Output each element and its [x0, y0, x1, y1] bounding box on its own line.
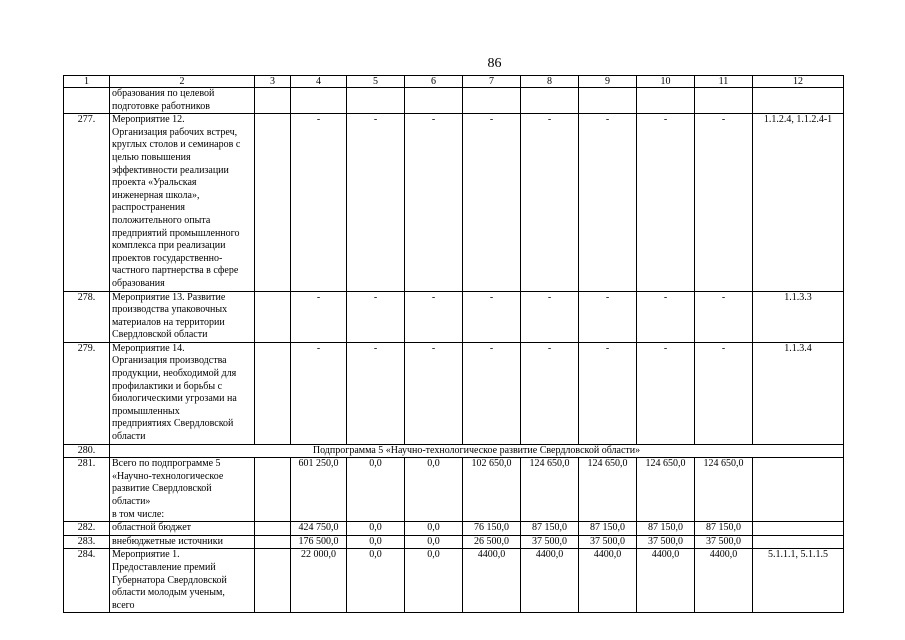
value-cell: -: [405, 291, 463, 342]
value-cell: 37 500,0: [695, 535, 753, 549]
empty-cell: [255, 535, 291, 549]
value-cell: [579, 88, 637, 114]
description-line: Организация производства: [112, 355, 227, 367]
row-description: [110, 535, 255, 549]
description-line: материалов на территории: [112, 316, 225, 328]
description-line: подготовке работников: [112, 100, 210, 112]
description-line: круглых столов и семинаров с: [112, 139, 241, 151]
value-cell: -: [579, 291, 637, 342]
budget-table: [63, 75, 844, 613]
table-row: [64, 88, 844, 114]
row-number: 278.: [64, 291, 110, 342]
description-line: промышленных: [112, 405, 180, 417]
column-header: 3: [255, 76, 291, 88]
page-number: 86: [487, 56, 502, 71]
row-number: 281.: [64, 458, 110, 522]
value-cell: 4400,0: [579, 549, 637, 613]
row-number: 279.: [64, 342, 110, 444]
description-line: комплекса при реализации: [112, 240, 226, 252]
description-line: проектов государственно-: [112, 252, 223, 264]
column-header: 12: [753, 76, 844, 88]
description-line: целью повышения: [112, 151, 191, 163]
column-header: 2: [110, 76, 255, 88]
value-cell: 0,0: [405, 549, 463, 613]
description-line: Предоставление премий: [112, 561, 216, 573]
description-line: всего: [112, 599, 135, 611]
column-header: 5: [347, 76, 405, 88]
column-header: 6: [405, 76, 463, 88]
description-line: области»: [112, 496, 151, 507]
value-cell: -: [637, 342, 695, 444]
value-cell: 87 150,0: [695, 522, 753, 536]
value-cell: -: [695, 114, 753, 291]
value-cell: 37 500,0: [637, 535, 695, 549]
description-line: Свердловской области: [112, 329, 208, 341]
row-description: [110, 522, 255, 536]
section-row: [64, 444, 844, 458]
value-cell: -: [347, 342, 405, 444]
value-cell: -: [695, 291, 753, 342]
row-number: 277.: [64, 114, 110, 291]
value-cell: -: [463, 342, 521, 444]
value-cell: 0,0: [347, 522, 405, 536]
value-cell: 0,0: [347, 458, 405, 522]
target-code: 1.1.3.3: [753, 291, 844, 342]
value-cell: -: [579, 342, 637, 444]
value-cell: -: [637, 114, 695, 291]
description-line: Мероприятие 14.: [112, 342, 185, 354]
value-cell: 37 500,0: [521, 535, 579, 549]
value-cell: -: [695, 342, 753, 444]
description-line: образования: [112, 277, 165, 289]
column-header: 11: [695, 76, 753, 88]
value-cell: 102 650,0: [463, 458, 521, 522]
row-description: [110, 458, 255, 522]
row-number: [64, 88, 110, 114]
value-cell: -: [463, 291, 521, 342]
value-cell: 0,0: [347, 535, 405, 549]
empty-cell: [255, 549, 291, 613]
empty-cell: [255, 114, 291, 291]
table-row: [64, 549, 844, 613]
value-cell: -: [291, 342, 347, 444]
column-header: 1: [64, 76, 110, 88]
description-line: распространения: [112, 202, 185, 214]
value-cell: 4400,0: [463, 549, 521, 613]
value-cell: 37 500,0: [579, 535, 637, 549]
value-cell: 0,0: [347, 549, 405, 613]
description-line: «Научно-технологическое: [112, 470, 224, 482]
target-code: 1.1.2.4, 1.1.2.4-1: [753, 114, 844, 291]
description-line: Всего по подпрограмме 5: [112, 458, 221, 470]
row-description: [110, 291, 255, 342]
value-cell: 4400,0: [521, 549, 579, 613]
description-line: частного партнерства в сфере: [112, 265, 239, 277]
target-code: [753, 458, 844, 522]
value-cell: [347, 88, 405, 114]
table-row: [64, 291, 844, 342]
value-cell: 0,0: [405, 535, 463, 549]
description-line: внебюджетные источники: [112, 535, 223, 547]
description-line: предприятиях Свердловской: [112, 418, 234, 430]
description-line: образования по целевой: [112, 88, 215, 99]
description-line: в том числе:: [112, 508, 165, 520]
row-description: [110, 114, 255, 291]
value-cell: [695, 88, 753, 114]
description-line: проекта «Уральская: [112, 177, 197, 189]
description-line: Мероприятие 13. Развитие: [112, 291, 226, 303]
value-cell: 124 650,0: [637, 458, 695, 522]
row-description: [110, 88, 255, 114]
table-row: [64, 458, 844, 522]
column-header: 4: [291, 76, 347, 88]
section-title: Подпрограмма 5 «Научно-технологическое развитие Свердловской области»: [110, 444, 844, 458]
description-line: области молодым ученым,: [112, 587, 225, 599]
column-header: 8: [521, 76, 579, 88]
target-code: 5.1.1.1, 5.1.1.5: [753, 549, 844, 613]
value-cell: -: [347, 291, 405, 342]
value-cell: [637, 88, 695, 114]
value-cell: 4400,0: [637, 549, 695, 613]
value-cell: -: [347, 114, 405, 291]
description-line: профилактики и борьбы с: [112, 380, 223, 392]
value-cell: -: [405, 342, 463, 444]
value-cell: [291, 88, 347, 114]
empty-cell: [255, 458, 291, 522]
row-description: [110, 549, 255, 613]
description-line: биологическими угрозами на: [112, 393, 237, 405]
value-cell: -: [463, 114, 521, 291]
value-cell: [521, 88, 579, 114]
value-cell: 4400,0: [695, 549, 753, 613]
value-cell: 601 250,0: [291, 458, 347, 522]
target-code: [753, 88, 844, 114]
column-header: 10: [637, 76, 695, 88]
description-line: инженерная школа»,: [112, 189, 200, 201]
value-cell: -: [291, 291, 347, 342]
description-line: развитие Свердловской: [112, 483, 212, 495]
description-line: предприятий промышленного: [112, 227, 240, 239]
target-code: [753, 535, 844, 549]
value-cell: 22 000,0: [291, 549, 347, 613]
value-cell: -: [579, 114, 637, 291]
value-cell: 124 650,0: [521, 458, 579, 522]
description-line: производства упаковочных: [112, 304, 228, 316]
value-cell: 76 150,0: [463, 522, 521, 536]
table-row: [64, 342, 844, 444]
value-cell: -: [291, 114, 347, 291]
row-number: 284.: [64, 549, 110, 613]
table-row: [64, 114, 844, 291]
empty-cell: [255, 88, 291, 114]
value-cell: [405, 88, 463, 114]
value-cell: 87 150,0: [579, 522, 637, 536]
empty-cell: [255, 342, 291, 444]
row-number: 283.: [64, 535, 110, 549]
description-line: Мероприятие 12.: [112, 114, 185, 126]
value-cell: -: [521, 342, 579, 444]
target-code: [753, 522, 844, 536]
description-line: эффективности реализации: [112, 164, 229, 176]
table-row: [64, 535, 844, 549]
value-cell: 124 650,0: [579, 458, 637, 522]
description-line: области: [112, 431, 146, 443]
value-cell: 26 500,0: [463, 535, 521, 549]
description-line: Мероприятие 1.: [112, 549, 180, 561]
header-row: [64, 76, 844, 88]
empty-cell: [255, 291, 291, 342]
value-cell: 87 150,0: [521, 522, 579, 536]
row-number: 282.: [64, 522, 110, 536]
description-line: Губернатора Свердловской: [112, 574, 227, 586]
value-cell: -: [405, 114, 463, 291]
column-header: 7: [463, 76, 521, 88]
value-cell: -: [521, 114, 579, 291]
empty-cell: [255, 522, 291, 536]
row-number: 280.: [64, 444, 110, 458]
description-line: продукции, необходимой для: [112, 368, 237, 380]
table-row: [64, 522, 844, 536]
value-cell: 87 150,0: [637, 522, 695, 536]
value-cell: -: [521, 291, 579, 342]
column-header: 9: [579, 76, 637, 88]
value-cell: -: [637, 291, 695, 342]
value-cell: [463, 88, 521, 114]
description-line: областной бюджет: [112, 522, 192, 534]
value-cell: 0,0: [405, 522, 463, 536]
target-code: 1.1.3.4: [753, 342, 844, 444]
value-cell: 424 750,0: [291, 522, 347, 536]
value-cell: 0,0: [405, 458, 463, 522]
value-cell: 124 650,0: [695, 458, 753, 522]
description-line: положительного опыта: [112, 214, 211, 226]
value-cell: 176 500,0: [291, 535, 347, 549]
description-line: Организация рабочих встреч,: [112, 126, 238, 138]
row-description: [110, 342, 255, 444]
